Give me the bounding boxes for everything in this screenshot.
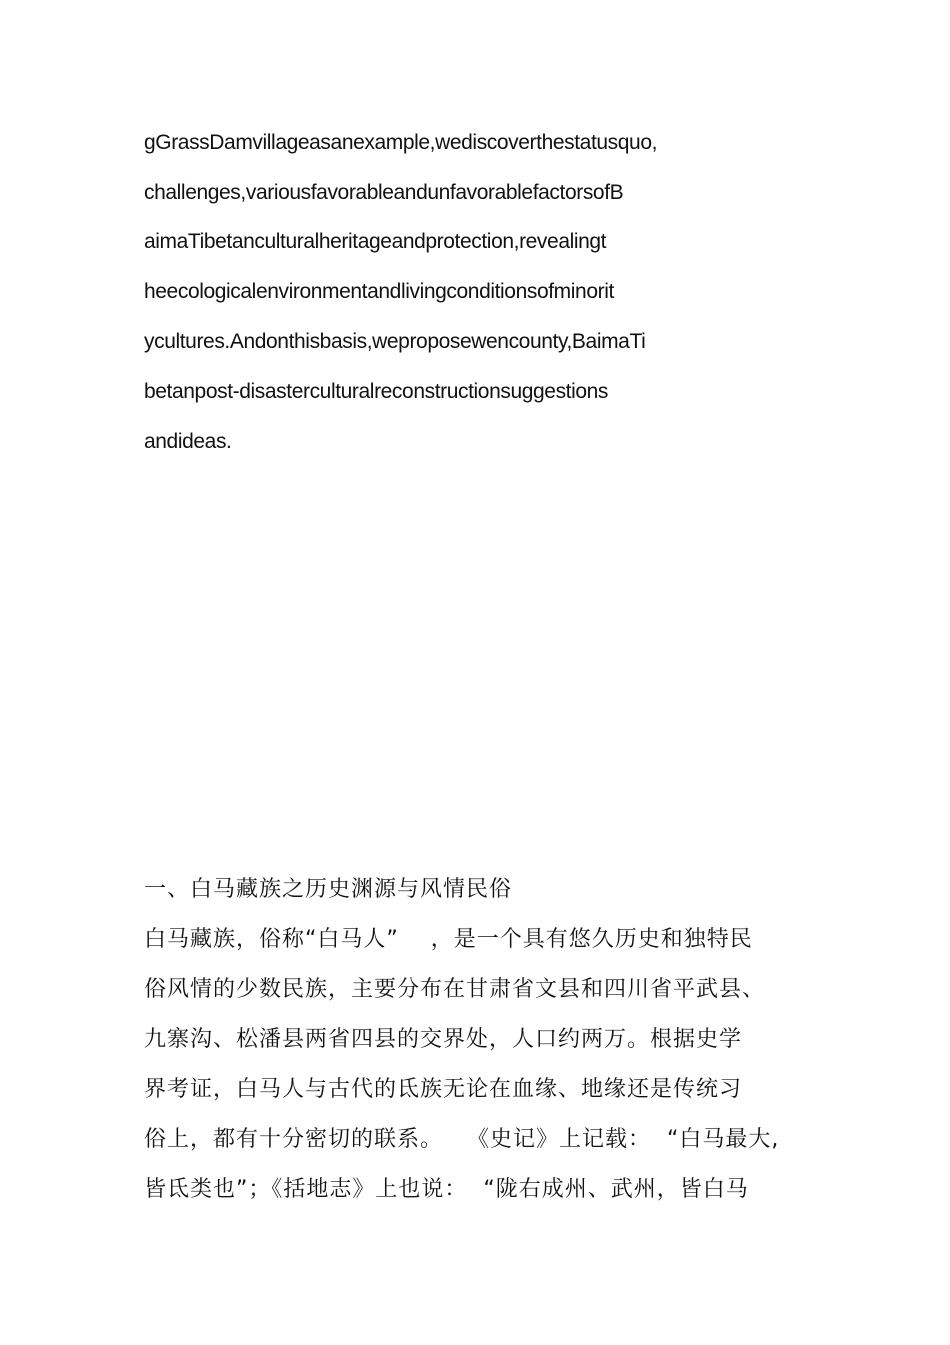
body-line: 皆氐类也”；《括地志》上也说： “陇右成州、武州，皆白马 — [144, 1177, 749, 1202]
abstract-line: heecologicalenvironmentandlivingconditionsofminorit — [144, 280, 614, 303]
abstract-line: aimaTibetanculturalheritageandprotection,revealingt — [144, 230, 607, 253]
abstract-line: betanpost-disasterculturalreconstructionsuggestions — [144, 380, 609, 403]
abstract-line: ycultures.Andonthisbasis,weproposewencounty,BaimaTi — [144, 330, 646, 353]
body-line: 俗上，都有十分密切的联系。 《史记》上记载： “白马最大, — [144, 1127, 780, 1152]
body-line: 白马藏族，俗称“白马人” ，是一个具有悠久历史和独特民 — [144, 927, 753, 952]
body-line: 俗风情的少数民族，主要分布在甘肃省文县和四川省平武县、 — [144, 977, 766, 1002]
abstract-line: gGrassDamvillageasanexample,wediscoverthestatusquo, — [144, 131, 658, 154]
abstract-line: andideas. — [144, 430, 232, 453]
body-line: 界考证，白马人与古代的氐族无论在血缘、地缘还是传统习 — [144, 1077, 743, 1102]
section-heading: 一、白马藏族之历史渊源与风情民俗 — [144, 877, 513, 902]
abstract-line: challenges,variousfavorableandunfavorablefactorsofB — [144, 181, 624, 204]
body-line: 九寨沟、松潘县两省四县的交界处，人口约两万。根据史学 — [144, 1027, 743, 1052]
